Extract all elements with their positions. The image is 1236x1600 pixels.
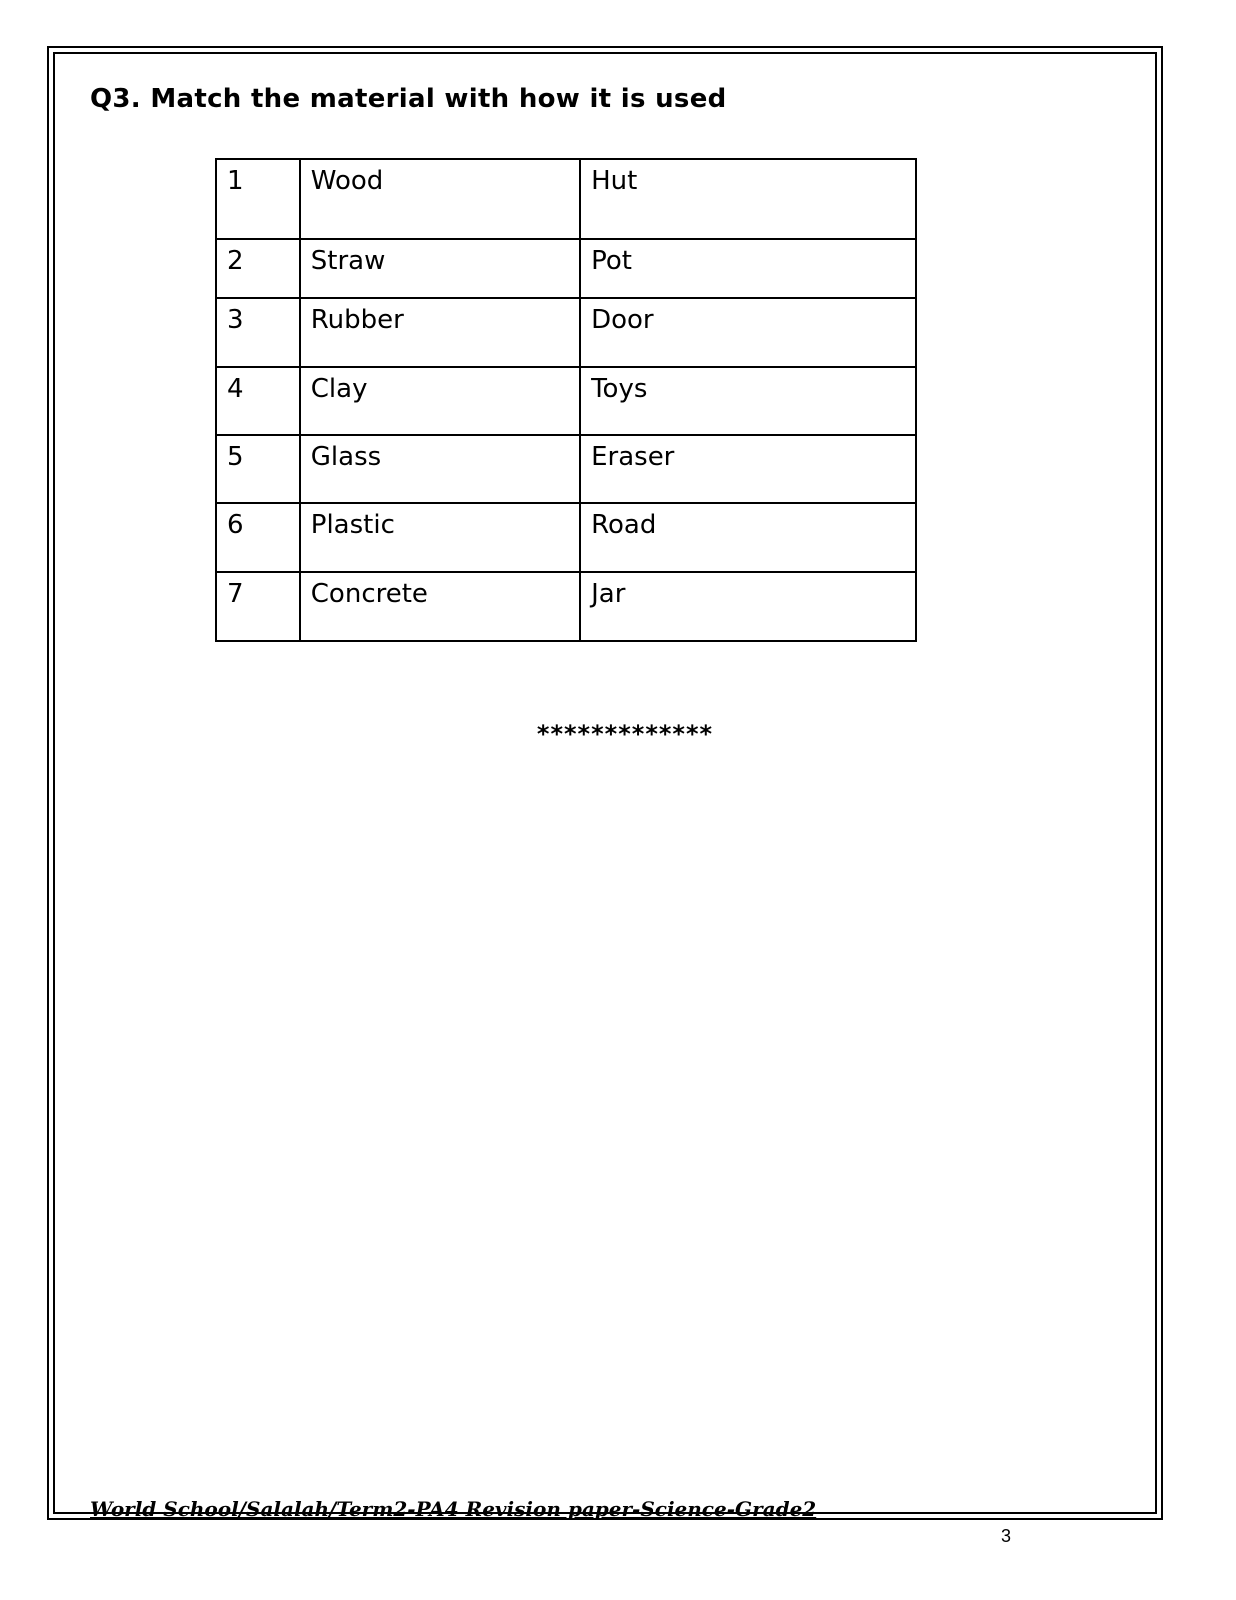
table-row [216,159,916,239]
row-number: 7 [216,572,300,641]
use-cell: Door [580,298,916,367]
use-cell: Road [580,503,916,572]
material-cell: Straw [300,239,580,298]
table-row [216,367,916,435]
page-number: 3 [1001,1526,1012,1546]
table-row [216,298,916,367]
matching-table [215,158,917,642]
material-cell: Plastic [300,503,580,572]
footer-text: World School/Salalah/Term2-PA4 Revision paper-Science-Grade2 [90,1497,817,1521]
use-cell: Pot [580,239,916,298]
table-row [216,239,916,298]
row-number: 5 [216,435,300,503]
material-cell: Concrete [300,572,580,641]
use-cell: Jar [580,572,916,641]
question-title: Q3. Match the material with how it is used [90,84,727,114]
material-cell: Glass [300,435,580,503]
material-cell: Wood [300,159,580,239]
table-row [216,435,916,503]
material-cell: Rubber [300,298,580,367]
row-number: 1 [216,159,300,239]
end-separator: ************* [536,720,714,748]
row-number: 3 [216,298,300,367]
table-row [216,572,916,641]
row-number: 4 [216,367,300,435]
row-number: 6 [216,503,300,572]
use-cell: Toys [580,367,916,435]
use-cell: Hut [580,159,916,239]
use-cell: Eraser [580,435,916,503]
table-row [216,503,916,572]
material-cell: Clay [300,367,580,435]
row-number: 2 [216,239,300,298]
